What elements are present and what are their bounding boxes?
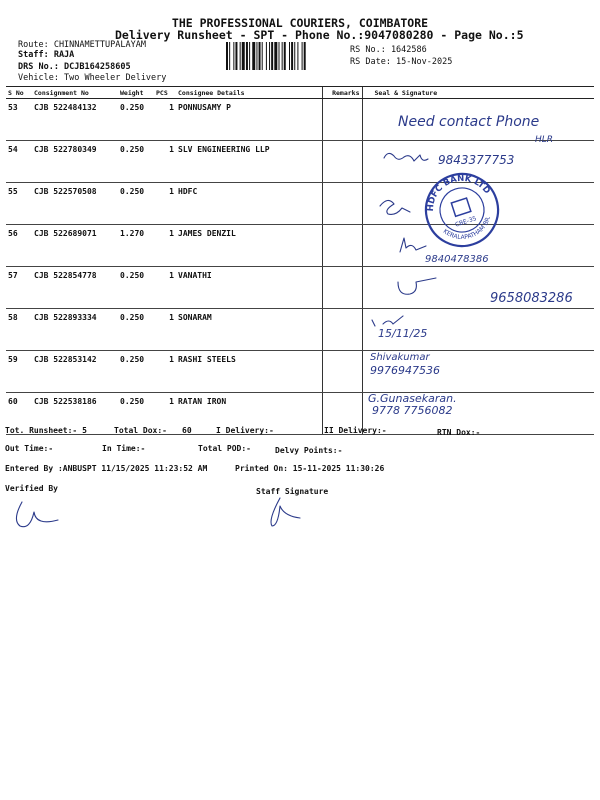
col-consignee: Consignee Details	[176, 87, 322, 99]
row-weight: 0.250	[118, 267, 154, 309]
delivery-points-label: Delvy Points:-	[275, 446, 343, 455]
i-delivery-label: I Delivery:-	[216, 426, 274, 435]
row-pcs: 1	[154, 309, 176, 351]
consignee-name: VANATHI	[176, 267, 322, 309]
consignee-name: RATAN IRON	[176, 393, 322, 435]
printed-on: Printed On: 15-11-2025 11:30:26	[235, 464, 385, 473]
consignment-no: CJB 522570508	[32, 183, 118, 225]
signature-scribble	[380, 200, 410, 214]
total-runsheet: Tot. Runsheet:- 5	[5, 426, 87, 435]
col-weight: Weight	[118, 87, 154, 99]
runsheet-title: Delivery Runsheet - SPT - Phone No.:9047080280 - Page No.:5	[115, 28, 524, 42]
consignment-no: CJB 522780349	[32, 141, 118, 183]
stamp-center-text: CBE-35	[454, 215, 478, 229]
consignment-no: CJB 522689071	[32, 225, 118, 267]
handwritten-phone: 9778 7756082	[372, 404, 453, 417]
col-consignment: Consignment No	[32, 87, 118, 99]
row-pcs: 1	[154, 267, 176, 309]
signature-scribble	[400, 238, 426, 252]
rs-number: RS No.: 1642586	[350, 45, 427, 55]
rs-date: RS Date: 15-Nov-2025	[350, 57, 453, 67]
consignee-name: HDFC	[176, 183, 322, 225]
out-time-label: Out Time:-	[5, 444, 54, 453]
total-pod-label: Total POD:-	[198, 444, 251, 453]
consignee-name: JAMES DENZIL	[176, 225, 322, 267]
verifier-signature	[16, 502, 58, 527]
handwritten-date: 15/11/25	[378, 327, 428, 340]
row-pcs: 1	[154, 225, 176, 267]
bank-stamp	[417, 165, 508, 256]
row-sno: 54	[6, 141, 32, 183]
drs-number: DRS No.: DCJB164258605	[18, 62, 131, 72]
handwritten-name: G.Gunasekaran.	[368, 392, 457, 405]
col-remarks: Remarks	[322, 87, 362, 99]
row-pcs: 1	[154, 393, 176, 435]
row-sno: 59	[6, 351, 32, 393]
col-pcs: PCS	[154, 87, 176, 99]
row-weight: 0.250	[118, 99, 154, 141]
row-sno: 53	[6, 99, 32, 141]
row-sno: 57	[6, 267, 32, 309]
row-pcs: 1	[154, 99, 176, 141]
signature-scribble	[398, 278, 436, 294]
staff-label: Staff: RAJA	[18, 50, 75, 60]
staff-signature-label: Staff Signature	[256, 487, 329, 496]
row-sno: 58	[6, 309, 32, 351]
row-weight: 0.250	[118, 351, 154, 393]
verified-by-label: Verified By	[5, 484, 58, 493]
vehicle-label: Vehicle: Two Wheeler Delivery	[18, 73, 167, 83]
consignment-no: CJB 522853142	[32, 351, 118, 393]
rtn-dox-label: RTN Dox:-	[437, 428, 481, 437]
stamp-lower-text: KERALAPATHAM BR.	[441, 215, 493, 242]
handwritten-phone: 9843377753	[438, 153, 515, 167]
row-weight: 1.270	[118, 225, 154, 267]
route-label: Route: CHINNAMETTUPALAYAM	[18, 40, 146, 50]
row-weight: 0.250	[118, 183, 154, 225]
svg-text:HDFC BANK LTD	[418, 165, 493, 215]
handwritten-phone: 9840478386	[425, 254, 489, 265]
row-pcs: 1	[154, 141, 176, 183]
row-sno: 56	[6, 225, 32, 267]
consignment-no: CJB 522854778	[32, 267, 118, 309]
row-weight: 0.250	[118, 309, 154, 351]
col-sno: S No	[6, 87, 32, 99]
handwritten-name: Shivakumar	[370, 352, 430, 363]
entered-by: Entered By :ANBUSPT 11/15/2025 11:23:52 AM	[5, 464, 208, 473]
handwritten-phone: 9658083286	[490, 291, 573, 306]
in-time-label: In Time:-	[102, 444, 146, 453]
staff-signature-mark	[271, 498, 300, 526]
row-sno: 55	[6, 183, 32, 225]
consignee-name: SLV ENGINEERING LLP	[176, 141, 322, 183]
consignment-no: CJB 522484132	[32, 99, 118, 141]
total-dox-label: Total Dox:-	[114, 426, 167, 435]
row-sno: 60	[6, 393, 32, 435]
consignment-no: CJB 522893334	[32, 309, 118, 351]
row-weight: 0.250	[118, 141, 154, 183]
row-pcs: 1	[154, 351, 176, 393]
consignee-name: SONARAM	[176, 309, 322, 351]
consignee-name: RASHI STEELS	[176, 351, 322, 393]
col-seal-signature: Seal & Signature	[362, 87, 594, 99]
signature-scribble	[372, 316, 403, 326]
signature-scribble	[384, 153, 428, 161]
handwritten-remark: Need contact Phone	[398, 114, 540, 130]
handwritten-note: HLR	[535, 135, 554, 145]
ii-delivery-label: II Delivery:-	[324, 426, 387, 435]
consignment-no: CJB 522538186	[32, 393, 118, 435]
company-title: THE PROFESSIONAL COURIERS, COIMBATORE	[171, 16, 429, 30]
stamp-text: HDFC BANK LTD	[425, 173, 492, 212]
row-weight: 0.250	[118, 393, 154, 435]
consignee-name: PONNUSAMY P	[176, 99, 322, 141]
handwritten-phone: 9976947536	[370, 364, 440, 377]
row-pcs: 1	[154, 183, 176, 225]
total-dox-value: 60	[182, 426, 192, 435]
